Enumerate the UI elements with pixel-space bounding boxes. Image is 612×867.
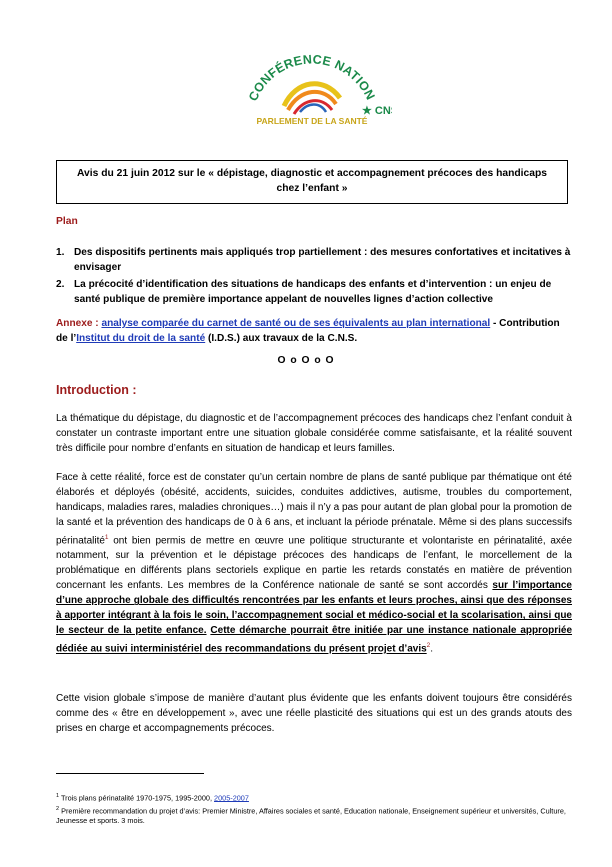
- footnote-divider: [56, 773, 204, 774]
- plan-item-number: 2.: [56, 279, 65, 290]
- logo-arc-text: CONFÉRENCE NATION: [245, 52, 378, 104]
- p2-text-a: Face à cette réalité, force est de constater qu’un certain nombre de plans de santé publique par thématique ont été élaborés et déployés (obésité, accidents, suicides, conduites addictives, autisme, troubles du comportement, handicaps, maladies rares, maladies chroniques…) mais il n’y a pas pour autant de plan global pour la promotion de la santé et la prévention des handicaps de 0 à 6 ans, et incluant la période prénatale. Même si des plans successifs périnatalité: [56, 472, 572, 547]
- p2-end: .: [430, 643, 434, 655]
- introduction-heading: Introduction :: [56, 383, 137, 397]
- footnote-1: [56, 791, 576, 803]
- p2-underlined-1: sur l’importance d’une approche globale des difficultés rencontrées par les enfants et leurs proches, ainsi que des réponses à apporter intégrant à la fois le soin, l’accompagnement social et médico-social et la scolarisation, ainsi que le secteur de la petite enfance.: [56, 580, 572, 637]
- footnote-text: Première recommandation du projet d’avis: Premier Ministre, Affaires sociales et santé, Education nationale, Enseignement supérieur et universités, Culture, Jeunesse et sports. 3 mois.: [56, 806, 566, 826]
- footnote-text: Trois plans périnatalité 1970-1975, 1995-2000,: [59, 793, 215, 803]
- annex-paragraph: [56, 316, 572, 346]
- cns-logo: [232, 10, 392, 128]
- intro-paragraph-2: [56, 470, 572, 657]
- annex-label: Annexe :: [56, 318, 99, 329]
- logo-swoosh-blue: [300, 105, 326, 113]
- title-line-1: Avis du 21 juin 2012 sur le « dépistage, diagnostic et accompagnement précoces des handicaps: [76, 168, 547, 179]
- p2-underlined-2: Cette démarche pourrait être initiée par une instance nationale appropriée dédiée au suivi interministériel des recommandations du présent projet d’avis: [56, 625, 573, 655]
- plan-item: [56, 245, 572, 275]
- footnote-ref-2[interactable]: 2: [426, 642, 431, 650]
- title-box: [56, 160, 568, 204]
- plan-item-number: 1.: [56, 247, 65, 258]
- p2-text-b: ont bien permis de mettre en œuvre une politique structurante et volontariste en périnatalité, axée notamment, sur la prévention et le dépistage précoces des handicaps de l’enfant, le morcellement de la problématique en différents plans sectoriels explique en partie les retards constatés en matière de prévention concernant les enfants. Les membres de la Conférence nationale de santé se sont accordés: [56, 535, 572, 592]
- footnote-number: 2: [56, 806, 60, 812]
- annex-mid-text: - Contribution de l’: [56, 318, 560, 344]
- logo-tagline: PARLEMENT DE LA SANTÉ: [256, 116, 368, 126]
- section-separator: O o O o O: [277, 355, 335, 366]
- plan-item: [56, 277, 572, 307]
- footnote-2: [56, 804, 576, 826]
- logo-swoosh-red: [294, 101, 332, 114]
- plan-item-text: Des dispositifs pertinents mais appliqués trop partiellement : des mesures confortatives et incitatives à envisager: [74, 247, 571, 273]
- footnote-number: 1: [56, 793, 60, 799]
- svg-text:CONFÉRENCE NATIONALE DE SANTÉ: [232, 10, 378, 103]
- logo-badge: ★ CN: [362, 105, 391, 117]
- footnote-link-2005-2007[interactable]: 2005-2007: [214, 793, 249, 803]
- title-line-2: chez l’enfant »: [276, 183, 348, 194]
- annex-link-ids[interactable]: Institut du droit de la santé: [76, 333, 206, 344]
- intro-paragraph-1: La thématique du dépistage, du diagnostic et de l’accompagnement précoces des handicaps chez l’enfant conduit à constater un contraste important entre une situation globale considérée comme satisfaisante, et la réalité souvent très difficile pour nombre d’enfants en situation de handicap et leurs familles.: [56, 413, 572, 454]
- plan-item-text: La précocité d’identification des situations de handicaps des enfants et d’intervention : un enjeu de santé publique de première importance appelant de nouvelles lignes d’action collective: [74, 279, 552, 305]
- intro-paragraph-3: Cette vision globale s’impose de manière d’autant plus évidente que les enfants doivent toujours être considérés comme des « être en développement », avec une réelle plasticité des situations qui est un des grands atouts des prises en charge et accompagnements précoces.: [56, 693, 572, 734]
- annex-link-carnet[interactable]: analyse comparée du carnet de santé ou de ses équivalents au plan international: [101, 318, 491, 329]
- annex-end-text: (I.D.S.) aux travaux de la C.N.S.: [205, 333, 358, 344]
- footnote-ref-1[interactable]: 1: [104, 534, 109, 541]
- plan-heading: Plan: [56, 216, 78, 227]
